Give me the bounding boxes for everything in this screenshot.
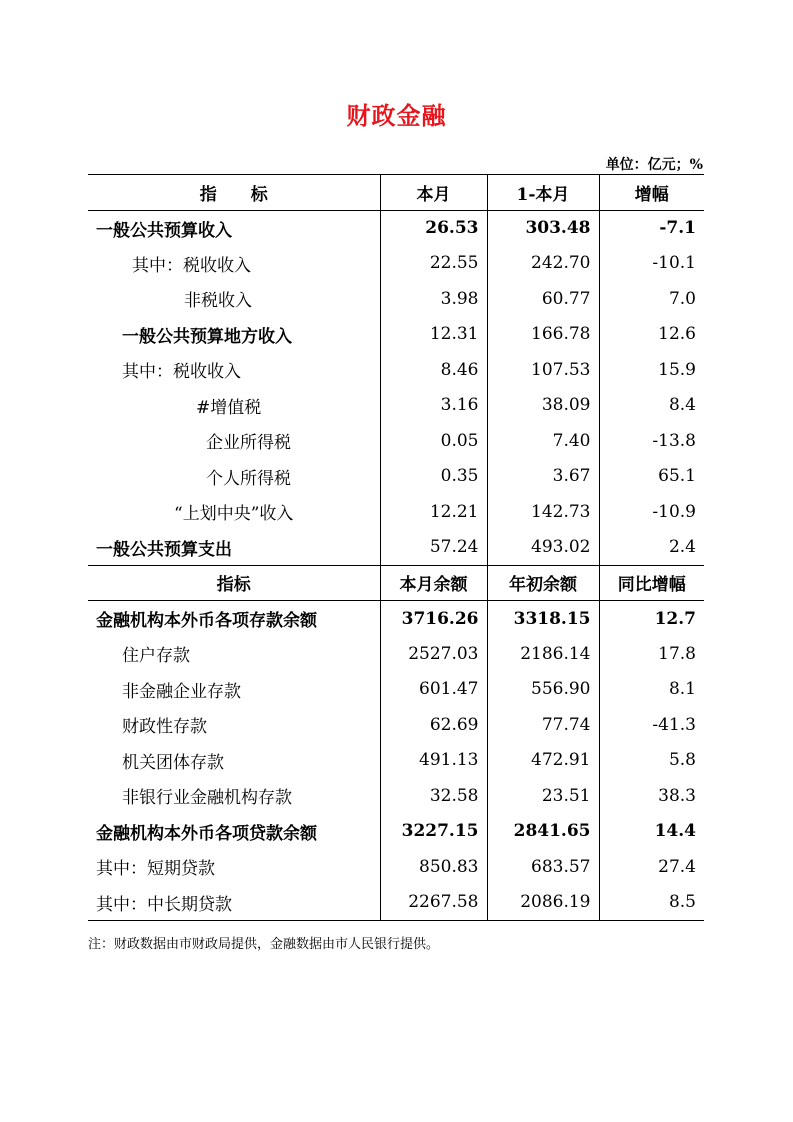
row-growth: -7.1: [599, 210, 704, 246]
header-growth: 增幅: [599, 175, 704, 211]
row-label: 其中：税收收入: [132, 255, 251, 276]
row-ytd: 142.73: [487, 494, 599, 530]
finance-table: [88, 174, 704, 921]
row-ytd: 303.48: [487, 210, 599, 246]
row-label: 一般公共预算地方收入: [122, 326, 292, 347]
row-ytd: 2841.65: [487, 814, 599, 850]
row-growth: 5.8: [599, 743, 704, 779]
table-row: [88, 352, 704, 388]
row-month: 2267.58: [380, 885, 487, 921]
row-ytd: 683.57: [487, 849, 599, 885]
unit-label: 单位：亿元；%: [605, 157, 703, 173]
header-month-balance: 本月余额: [380, 565, 487, 601]
row-month: 0.05: [380, 423, 487, 459]
row-growth: 65.1: [599, 459, 704, 495]
fiscal-header-row: [88, 175, 704, 211]
row-growth: -10.9: [599, 494, 704, 530]
row-growth: 14.4: [599, 814, 704, 850]
row-label: 一般公共预算支出: [96, 539, 232, 560]
row-label: 非税收入: [184, 291, 252, 312]
row-growth: -10.1: [599, 246, 704, 282]
table-row: [88, 246, 704, 282]
table-row: [88, 210, 704, 246]
table-row: [88, 317, 704, 353]
row-label: 住户存款: [122, 646, 190, 667]
row-month: 3.98: [380, 281, 487, 317]
row-label: #增值税: [196, 397, 262, 418]
row-ytd: 7.40: [487, 423, 599, 459]
row-ytd: 166.78: [487, 317, 599, 353]
row-label: 个人所得税: [206, 468, 291, 489]
header-month: 本月: [380, 175, 487, 211]
row-month: 3227.15: [380, 814, 487, 850]
row-ytd: 60.77: [487, 281, 599, 317]
row-label: 企业所得税: [206, 433, 291, 454]
row-label: 非金融企业存款: [122, 681, 241, 702]
table-row: [88, 778, 704, 814]
table-row: [88, 281, 704, 317]
row-ytd: 107.53: [487, 352, 599, 388]
row-growth: -13.8: [599, 423, 704, 459]
row-ytd: 77.74: [487, 707, 599, 743]
header-ytd: 1-本月: [487, 175, 599, 211]
row-month: 32.58: [380, 778, 487, 814]
row-label: 金融机构本外币各项存款余额: [96, 611, 317, 631]
row-growth: 7.0: [599, 281, 704, 317]
row-label: 其中：中长期贷款: [88, 885, 380, 921]
row-label: 非银行业金融机构存款: [122, 788, 292, 809]
table-row: [88, 601, 704, 637]
table-row: [88, 388, 704, 424]
row-month: 2527.03: [380, 636, 487, 672]
row-label: 机关团体存款: [122, 752, 224, 773]
row-month: 850.83: [380, 849, 487, 885]
row-growth: 12.7: [599, 601, 704, 637]
table-row: [88, 530, 704, 566]
header-indicator: 指 标: [88, 175, 380, 211]
table-row: [88, 494, 704, 530]
row-ytd: 242.70: [487, 246, 599, 282]
row-growth: 38.3: [599, 778, 704, 814]
row-month: 22.55: [380, 246, 487, 282]
table-row: [88, 672, 704, 708]
row-month: 8.46: [380, 352, 487, 388]
header-yoy-growth: 同比增幅: [599, 565, 704, 601]
header-indicator: 指标: [88, 565, 380, 601]
page-title: 财政金融: [346, 101, 447, 130]
row-growth: 8.4: [599, 388, 704, 424]
table-row: [88, 636, 704, 672]
row-ytd: 556.90: [487, 672, 599, 708]
finance-header-row: [88, 565, 704, 601]
table-row: [88, 707, 704, 743]
footnote: 注：财政数据由市财政局提供，金融数据由市人民银行提供。: [88, 937, 440, 952]
row-growth: 8.5: [599, 885, 704, 921]
row-month: 491.13: [380, 743, 487, 779]
table-row: [88, 743, 704, 779]
row-ytd: 38.09: [487, 388, 599, 424]
row-growth: 2.4: [599, 530, 704, 566]
row-month: 3.16: [380, 388, 487, 424]
row-label: 一般公共预算收入: [96, 220, 232, 241]
table-row: [88, 885, 704, 921]
row-ytd: 472.91: [487, 743, 599, 779]
row-month: 62.69: [380, 707, 487, 743]
row-growth: 12.6: [599, 317, 704, 353]
row-ytd: 3.67: [487, 459, 599, 495]
row-growth: -41.3: [599, 707, 704, 743]
row-month: 0.35: [380, 459, 487, 495]
table-row: [88, 459, 704, 495]
row-label: 其中：税收收入: [122, 362, 241, 383]
table-row: [88, 849, 704, 885]
row-month: 12.21: [380, 494, 487, 530]
row-growth: 27.4: [599, 849, 704, 885]
row-month: 26.53: [380, 210, 487, 246]
row-label: 金融机构本外币各项贷款余额: [96, 823, 317, 844]
row-label: 其中：短期贷款: [96, 859, 215, 880]
row-label: 财政性存款: [122, 717, 207, 738]
row-label: “上划中央”收入: [174, 504, 294, 525]
row-month: 12.31: [380, 317, 487, 353]
row-ytd: 493.02: [487, 530, 599, 566]
row-growth: 17.8: [599, 636, 704, 672]
row-growth: 8.1: [599, 672, 704, 708]
row-ytd: 2186.14: [487, 636, 599, 672]
row-ytd: 3318.15: [487, 601, 599, 637]
row-ytd: 23.51: [487, 778, 599, 814]
row-month: 57.24: [380, 530, 487, 566]
table-row: [88, 814, 704, 850]
row-month: 3716.26: [380, 601, 487, 637]
row-growth: 15.9: [599, 352, 704, 388]
row-ytd: 2086.19: [487, 885, 599, 921]
row-month: 601.47: [380, 672, 487, 708]
header-year-start-balance: 年初余额: [487, 565, 599, 601]
table-row: [88, 423, 704, 459]
